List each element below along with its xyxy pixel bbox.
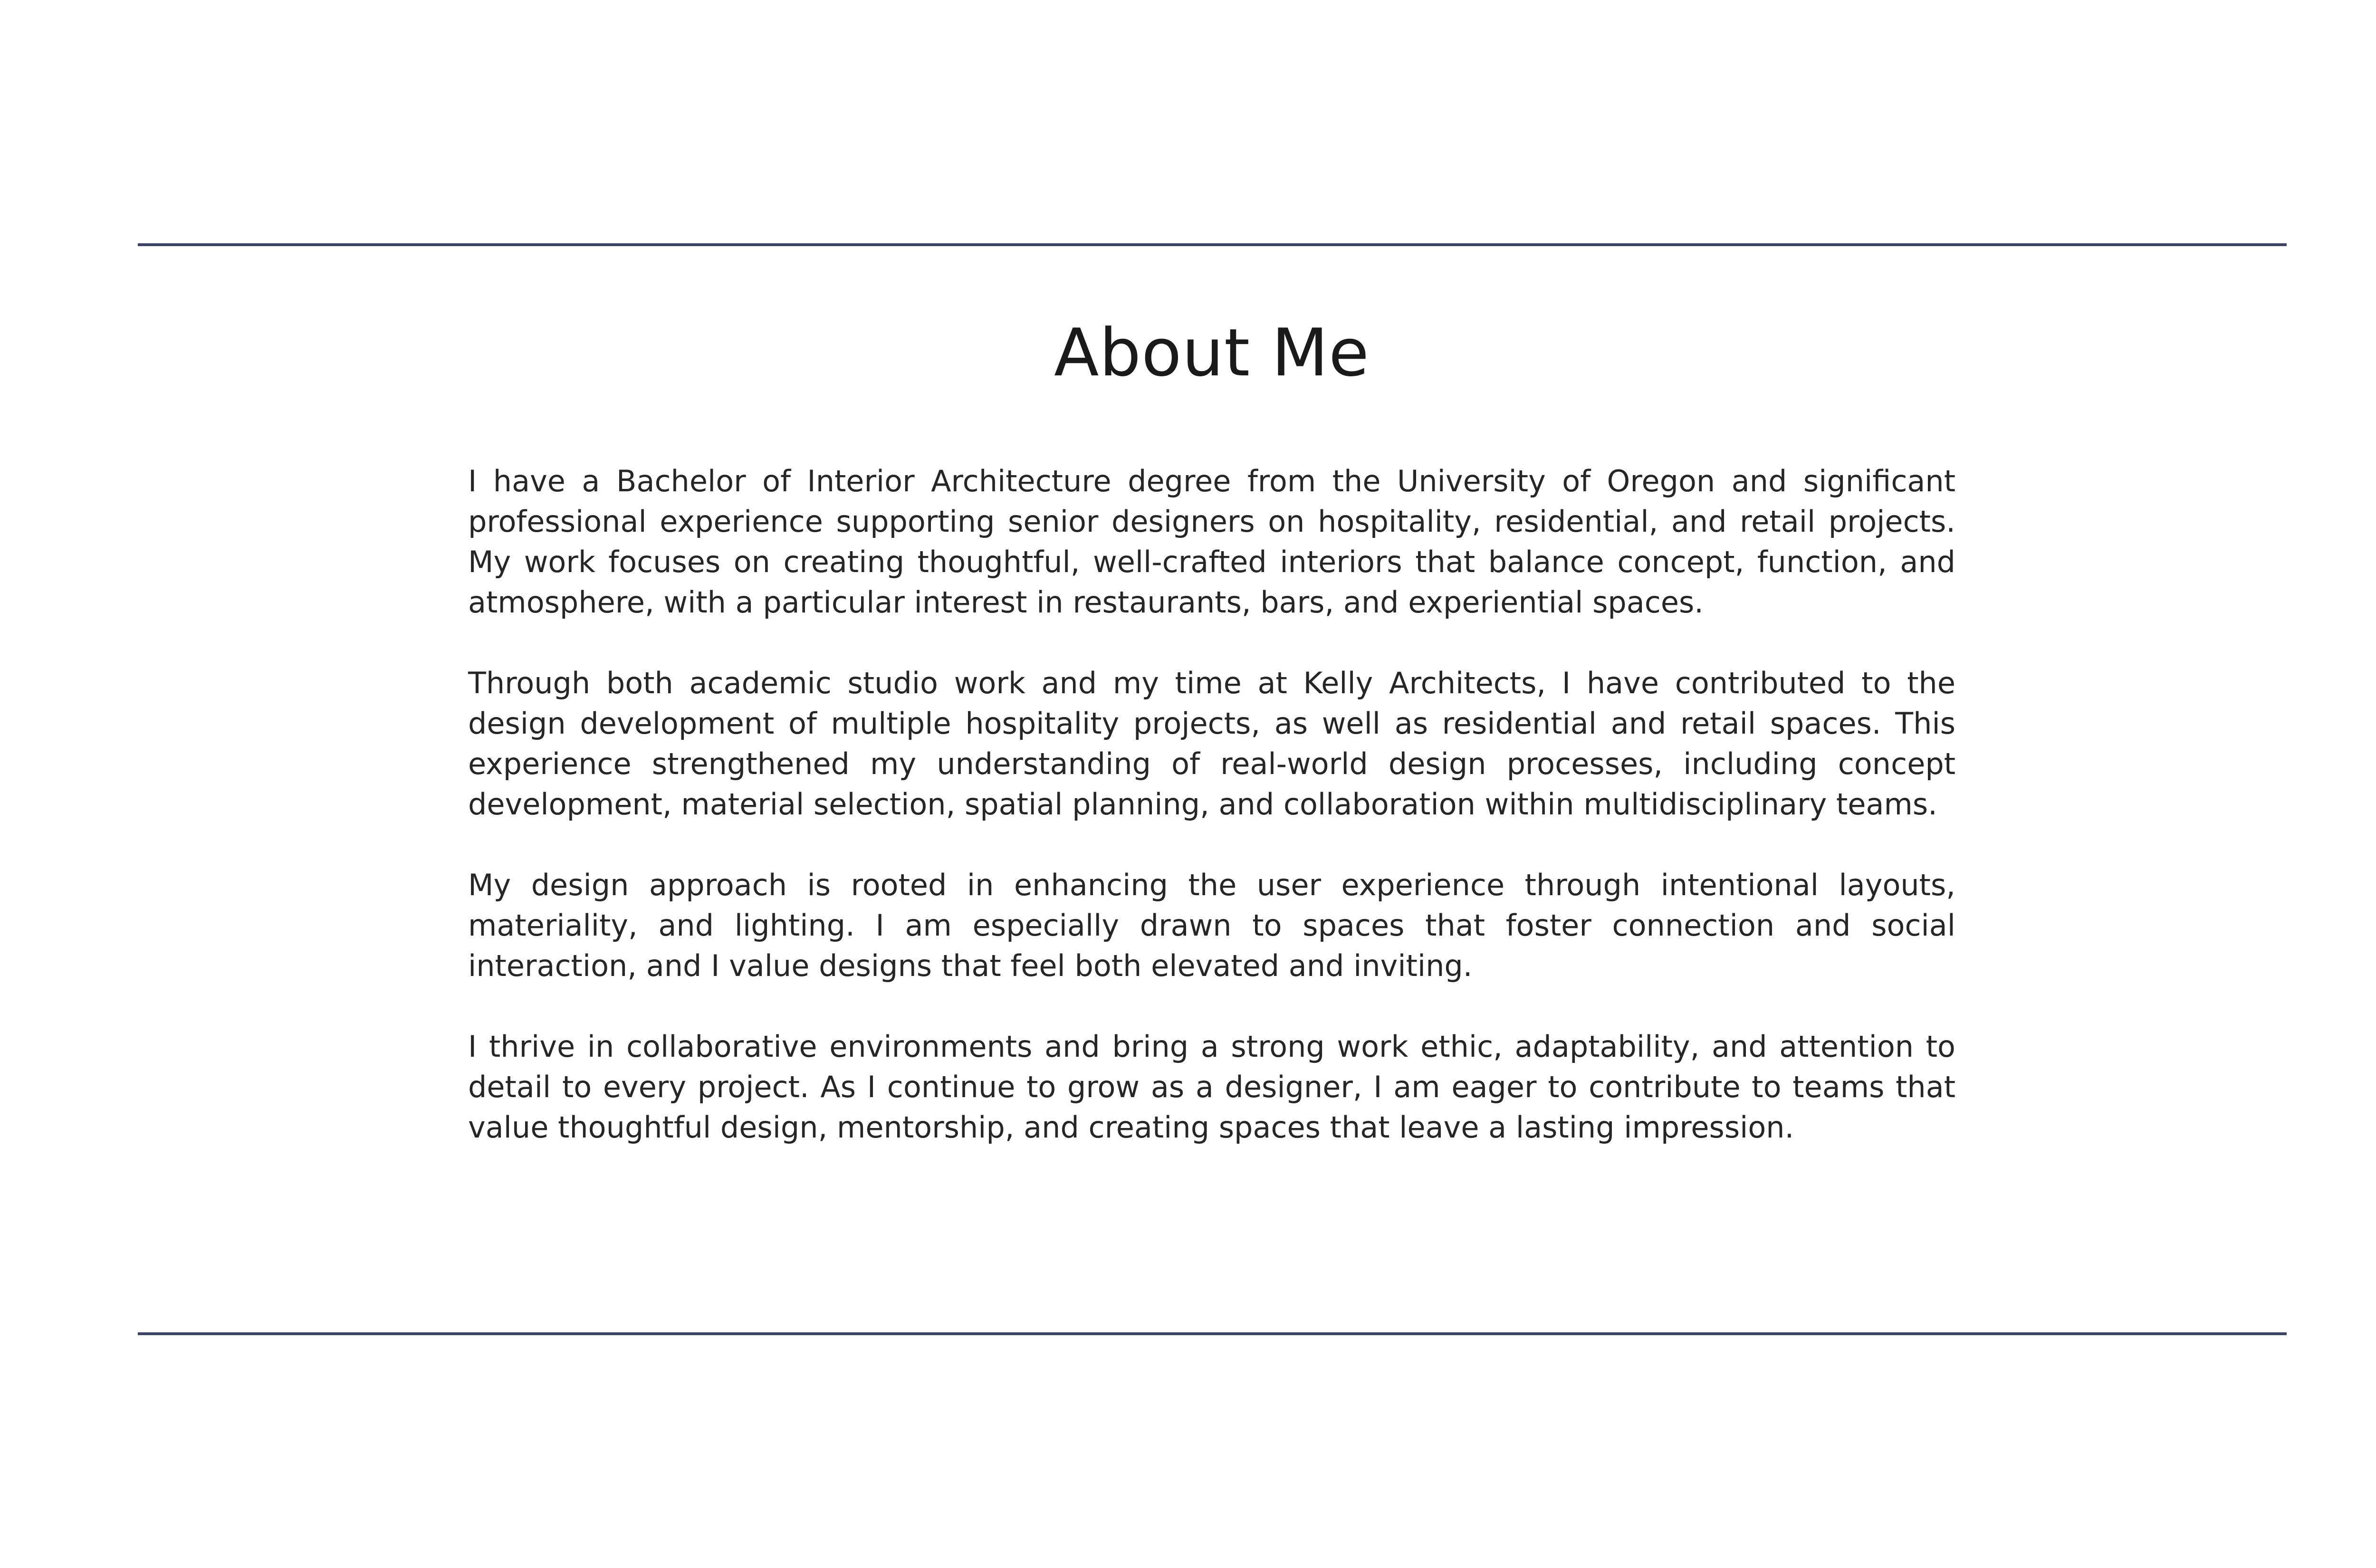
paragraph-approach: My design approach is rooted in enhancing the user experience through intentional layouts, materiality, and lighting. I am especially drawn to spaces that foster connection and social interaction, and I value designs that feel both elevated and inviting. xyxy=(468,868,1955,983)
about-body xyxy=(468,461,1955,1147)
paragraph-experience: Through both academic studio work and my time at Kelly Architects, I have contributed to the design development of multiple hospitality projects, as well as residential and retail spaces. This experience strengthened my understanding of real-world design processes, including concept development, material selection, spatial planning, and collaboration within multidisciplinary teams. xyxy=(468,666,1955,822)
paragraph-goals: I thrive in collaborative environments and bring a strong work ethic, adaptability, and attention to detail to every project. As I continue to grow as a designer, I am eager to contribute to teams that value thoughtful design, mentorship, and creating spaces that leave a lasting impression. xyxy=(468,1029,1955,1145)
bottom-divider xyxy=(138,1332,2287,1335)
top-divider xyxy=(138,243,2287,246)
page-title: About Me xyxy=(1054,315,1370,391)
paragraph-education: I have a Bachelor of Interior Architecture degree from the University of Oregon and significant professional experience supporting senior designers on hospitality, residential, and retail projects. My work focuses on creating thoughtful, well-crafted interiors that balance concept, function, and atmosphere, with a particular interest in restaurants, bars, and experiential spaces. xyxy=(468,464,1955,620)
